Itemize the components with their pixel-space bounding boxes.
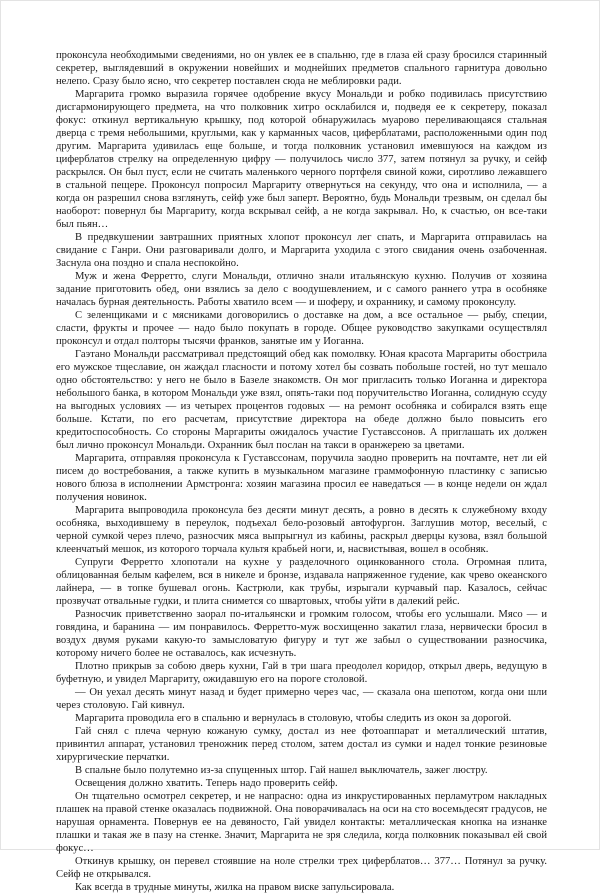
text-paragraph: Муж и жена Ферретто, слуги Мональди, отлично знали итальянскую кухню. Получив от хозяина задание приготовить обед, они взялись за дело с воодушевлением, и с самого раннего утра в особняке началась бурная деятельность. Работы хватило всем — и шоферу, и охраннику, и самому проконсулу. — [56, 271, 547, 308]
text-paragraph: Освещения должно хватить. Теперь надо проверить сейф. — [75, 778, 338, 789]
text-paragraph: Супруги Ферретто хлопотали на кухне у разделочного оцинкованного стола. Огромная плита, облицованная белым кафелем, вся в никеле и бронзе, издавала напряженное гудение, как чрево океанского лайнера, — в топке бушевал огонь. Кастрюли, как трубы, изрыгали курчавый пар. Казалось, сейчас прозвучат отвальные гудки, и плита снимется со швартовых, чтобы уйти в далекий рейс. — [56, 557, 547, 607]
text-paragraph: проконсула необходимыми сведениями, но он увлек ее в спальню, где в глаза ей сразу бросился старинный секретер, выглядевший в окружении новейших и моднейших предметов спального гарнитура довольно нелепо. Сразу было ясно, что секретер поставлен сюда не меблировки ради. — [56, 50, 547, 87]
text-paragraph: С зеленщиками и с мясниками договорились о доставке на дом, а все остальное — рыбу, специи, сласти, фрукты и прочее — надо было покупать в городе. Общее руководство закупками осуществлял проконсул и отдал полторы тысячи франков, занятые им у Иоганна. — [56, 310, 547, 347]
text-paragraph: Как всегда в трудные минуты, жилка на правом виске запульсировала. — [75, 882, 395, 893]
text-paragraph: Откинув крышку, он перевел стоявшие на ноле стрелки трех циферблатов… 377… Потянул за ручку. Сейф не открывался. — [56, 856, 547, 880]
text-paragraph: Маргарита выпроводила проконсула без десяти минут десять, а ровно в десять к служебному входу особняка, выходившему в переулок, подъехал бело-розовый автофургон. Заглушив мотор, веселый, с черной сумкой через плечо, разносчик мяса выпрыгнул из кабины, раскрыл дверцы кузова, взял большой клеенчатый мешок, из которого торчала культя крабьей ноги, и, насвистывая, вошел в особняк. — [56, 505, 547, 555]
text-paragraph: Маргарита, отправляя проконсула к Густавссонам, поручила заодно проверить на почтамте, нет ли ей писем до востребования, а также купить в музыкальном магазине граммофонную пластинку с записью нового блюза в исполнении Армстронга: хозяин магазина просил ее наведаться — в конце недели он ждал получения новинок. — [56, 453, 547, 503]
text-paragraph: Плотно прикрыв за собою дверь кухни, Гай в три шага преодолел коридор, открыл дверь, ведущую в буфетную, и увидел Маргариту, ожидавшую его на пороге столовой. — [56, 661, 547, 685]
text-paragraph: Гай снял с плеча черную кожаную сумку, достал из нее фотоаппарат и металлический штатив, привинтил аппарат, установил треножник перед столом, затем достал из сумки и надел тонкие резиновые хирургические перчатки. — [56, 726, 547, 763]
text-paragraph-dialog: — Он уехал десять минут назад и будет примерно через час, — сказала она шепотом, когда они шли через столовую. Гай кивнул. — [56, 687, 547, 711]
text-paragraph: Гаэтано Мональди рассматривал предстоящий обед как помолвку. Юная красота Маргариты обострила его мужское тщеславие, он жаждал гласности и потому хотел бы созвать побольше гостей, но тут мешало одно обстоятельство: у него не было в Базеле знакомств. Он мог пригласить только Иоганна и директора небольшого банка, в котором Мональди уже взял, опять-таки под поручительство Иоганна, солидную ссуду на выгодных условиях — из четырех процентов годовых — на ремонт особняка и собирался взять еще больше. Кстати, по его расчетам, присутствие директора на обеде должно было повысить его кредитоспособность. Со стороны Маргариты ожидалось участие Густавссонов. А приглашать их должен был лично проконсул Мональди. Охранник был послан на такси в оранжерею за цветами. — [56, 349, 547, 451]
text-paragraph: В спальне было полутемно из-за спущенных штор. Гай нашел выключатель, зажег люстру. — [75, 765, 488, 776]
text-paragraph: Маргарита громко выразила горячее одобрение вкусу Мональди и робко подивилась присутствию дисгармонирующего предмета, на что полковник хитро осклабился и, подведя ее к секретеру, показал фокус: откинул вертикальную крышку, под которой обнаружилась муарово переливающаяся стальная дверца с тремя небольшими, круглыми, как у карманных часов, циферблатами, расположенными один под другим. Маргарита удивилась еще больше, и тогда полковник установил имевшуюся на каждом из циферблатов стрелку на определенную цифру — получилось число 377, затем потянул за ручку, и сейф раскрылся. Он был пуст, если не считать маленького черного портфеля свиной кожи, сиротливо лежавшего в стальной пещере. Проконсул попросил Маргариту отвернуться на секунду, что она и исполнила, — а когда он разрешил снова взглянуть, сейф уже был заперт. Вероятно, будь Мональди трезвым, он сделал бы наоборот: повернул бы Маргариту, когда вскрывал сейф, а не когда закрывал. Но, к счастью, он все-таки был пьян… — [56, 89, 547, 230]
text-paragraph: Разносчик приветственно заорал по-итальянски и громким голосом, чтобы его услышали. Мясо — и говядина, и баранина — им понравилось. Ферретто-муж восхищенно закатил глаза, нервически бросил в воздух двумя руками какую-то замысловатую фигуру и тут же забыл о существовании разносчика, которому ничего более не оставалось, как исчезнуть. — [56, 609, 547, 659]
text-paragraph: В предвкушении завтрашних приятных хлопот проконсул лег спать, и Маргарита отправилась на свидание с Ганри. Они разговаривали долго, и Маргарита уходила с этого свидания очень озабоченная. Заснула она поздно и спала неспокойно. — [56, 232, 547, 269]
text-paragraph: Он тщательно осмотрел секретер, и не напрасно: одна из инкрустированных перламутром накладных плашек на правой стенке оказалась подвижной. Она поворачивалась на оси на сто восемьдесят градусов, не нарушая орнамента. Повернув ее на девяносто, Гай увидел контакты: металлическая кнопка на изнанке плашки и такая же в пазу на стенке. Значит, Маргарита не зря следила, когда полковник показывал ей свой фокус… — [56, 791, 547, 854]
text-paragraph: Маргарита проводила его в спальню и вернулась в столовую, чтобы следить из окон за дорогой. — [75, 713, 512, 724]
